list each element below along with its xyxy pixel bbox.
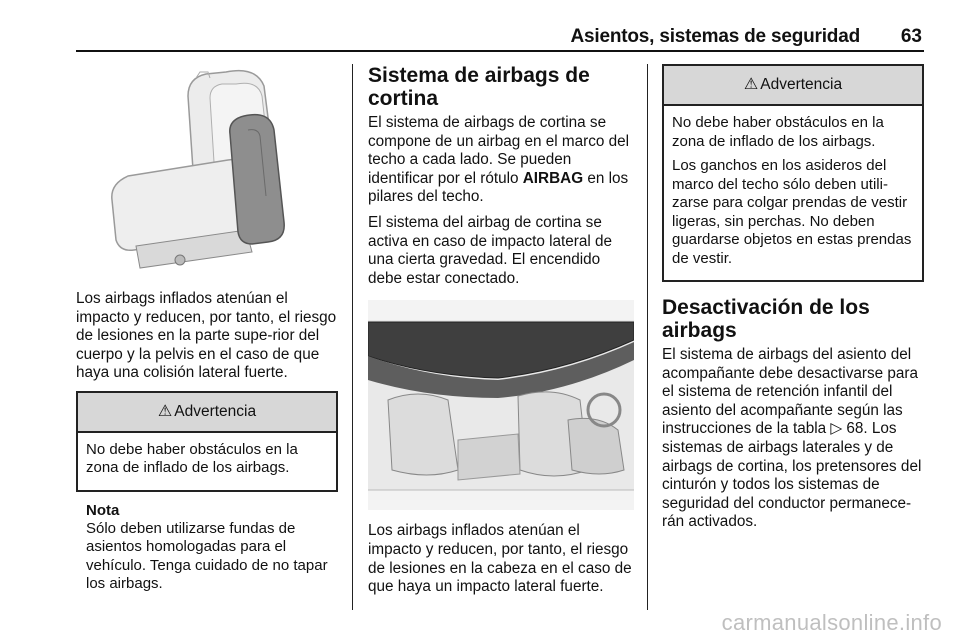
warning-body [664, 106, 922, 280]
note-block [76, 502, 338, 594]
paragraph-curtain-protection: Los airbags inflados atenúan el impacto y reducen, por tanto, el riesgo de lesiones en la cabeza en el caso de que haya un impacto lateral fuerte. [368, 522, 632, 596]
column-left [76, 64, 338, 594]
warning-triangle-icon: ⚠ [157, 402, 173, 420]
warning-text-1: No debe haber obstáculos en la zona de inflado de los airbags. [672, 114, 884, 150]
warning-triangle-icon: ⚠ [743, 76, 759, 93]
watermark: carmanualsonline.info [721, 610, 942, 635]
arrow-reference-icon[interactable]: ▷ [830, 420, 847, 438]
side-airbag-seat-illustration [76, 64, 338, 276]
section-title: Asientos, sistemas de seguridad [570, 26, 860, 47]
warning-box [76, 391, 338, 492]
column-right [662, 64, 924, 539]
header-divider [76, 50, 924, 52]
note-text: Sólo deben utilizarse fundas de asientos homologadas para el vehículo. Tenga cuidado de no tapar los airbags. [86, 519, 328, 593]
warning-box-curtain [662, 64, 924, 282]
column-divider-2 [647, 64, 648, 610]
airbag-label-text: AIRBAG [522, 169, 584, 187]
page-reference[interactable]: 68 [846, 420, 864, 438]
column-middle [368, 64, 634, 604]
paragraph-curtain-activation: El sistema del airbag de cortina se activa en caso de impacto lateral de una cierta gravedad. El encendido debe estar conectado. [368, 213, 613, 287]
seat-airbag-drawing [76, 64, 338, 276]
warning-text: No debe haber obstáculos en la zona de inflado de los airbags. [86, 440, 298, 477]
warning-heading: Advertencia [760, 76, 843, 93]
car-interior-drawing [368, 300, 634, 510]
paragraph-curtain-description: El sistema de airbags de cortina se compone de un airbag en el marco del techo a cada lado. Se pueden identificar por el rótulo AIRBAG en los pilares del techo. [368, 114, 630, 206]
paragraph-side-airbag: Los airbags inflados atenúan el impacto y reducen, por tanto, el riesgo de lesiones en la parte supe-rior del cuerpo y la pelvis en el caso de que haya una colisión lateral fuerte. [76, 290, 337, 382]
note-title: Nota [86, 501, 120, 519]
warning-text-2: Los ganchos en los asideros del marco del techo sólo deben utili-zarse para colgar prendas de vestir ligeras, sin perchas. No deben guardarse objetos en estas prendas de vestir. [672, 157, 912, 267]
section-heading-deactivation: Desactivación de los airbags [662, 296, 870, 342]
warning-body [78, 433, 336, 490]
column-divider-1 [352, 64, 353, 610]
warning-header [664, 66, 922, 106]
page-number: 63 [900, 26, 922, 47]
section-heading-curtain-airbags: Sistema de airbags de cortina [368, 64, 590, 110]
warning-header [78, 393, 336, 433]
curtain-airbag-illustration [368, 300, 634, 510]
paragraph-deactivation: El sistema de airbags del asiento del acompañante debe desactivarse para el sistema de retención infantil del asiento del acompañante según las instrucciones de la tabla ▷ 68. Los sistemas de airbags laterales y de airbags de cortina, los pretensores del cinturón y todos los sistemas de seguridad del conductor permanece-rán activados. [662, 346, 922, 531]
warning-heading: Advertencia [174, 402, 257, 420]
